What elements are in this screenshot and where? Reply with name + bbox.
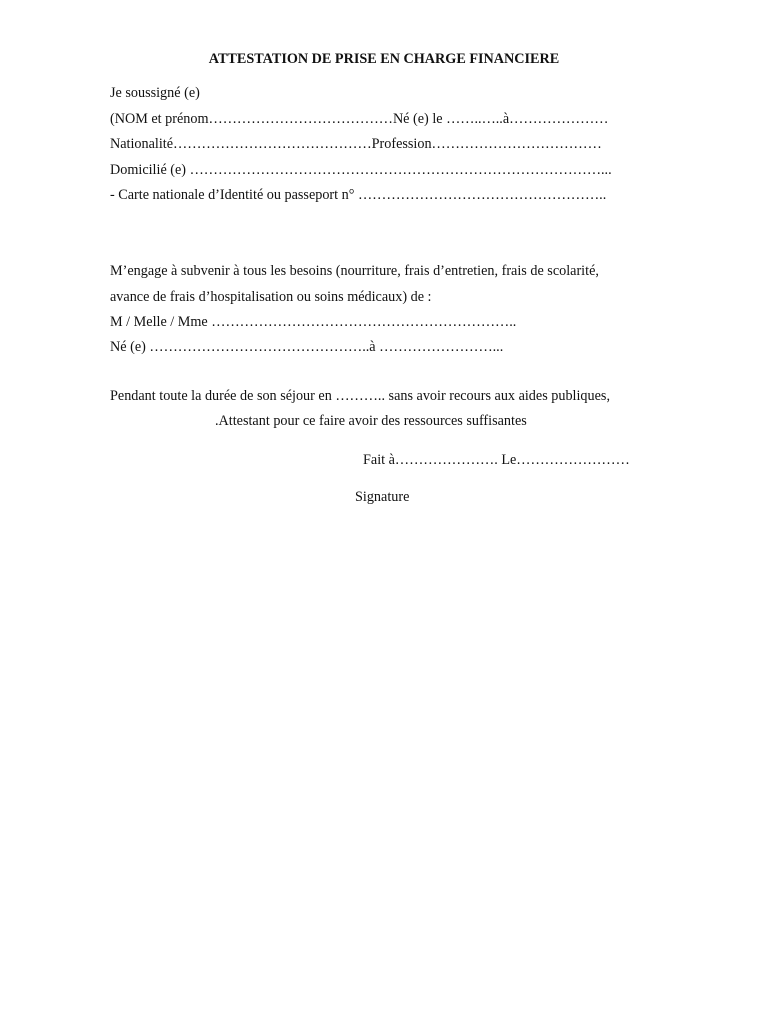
- id-document-line: - Carte nationale d’Identité ou passeport n° ……………………………………………..: [110, 187, 607, 203]
- document-title: ATTESTATION DE PRISE EN CHARGE FINANCIERE: [208, 51, 560, 67]
- signature-label: Signature: [355, 489, 410, 505]
- nationality-profession-line: Nationalité……………………………………Profession………………………………: [110, 136, 602, 152]
- engagement-line-1: M’engage à subvenir à tous les besoins (nourriture, frais d’entretien, frais de scolarité,: [110, 263, 599, 279]
- engagement-line-2: avance de frais d’hospitalisation ou soins médicaux) de :: [110, 289, 432, 305]
- duration-line-1: Pendant toute la durée de son séjour en ……….. sans avoir recours aux aides publiques,: [110, 388, 610, 404]
- declarant-intro: Je soussigné (e): [110, 85, 200, 101]
- name-birth-line: (NOM et prénom…………………………………Né (e) le ……..…..à…………………: [110, 111, 609, 127]
- duration-line-2: .Attestant pour ce faire avoir des ressources suffisantes: [215, 413, 527, 429]
- domicile-line: Domicilié (e) ……………………………………………………………………………...: [110, 162, 612, 178]
- beneficiary-birth-line: Né (e) ………………………………………..à ……………………...: [110, 339, 504, 355]
- beneficiary-line: M / Melle / Mme ………………………………………………………..: [110, 314, 517, 330]
- place-date-line: Fait à…………………. Le……………………: [363, 452, 630, 468]
